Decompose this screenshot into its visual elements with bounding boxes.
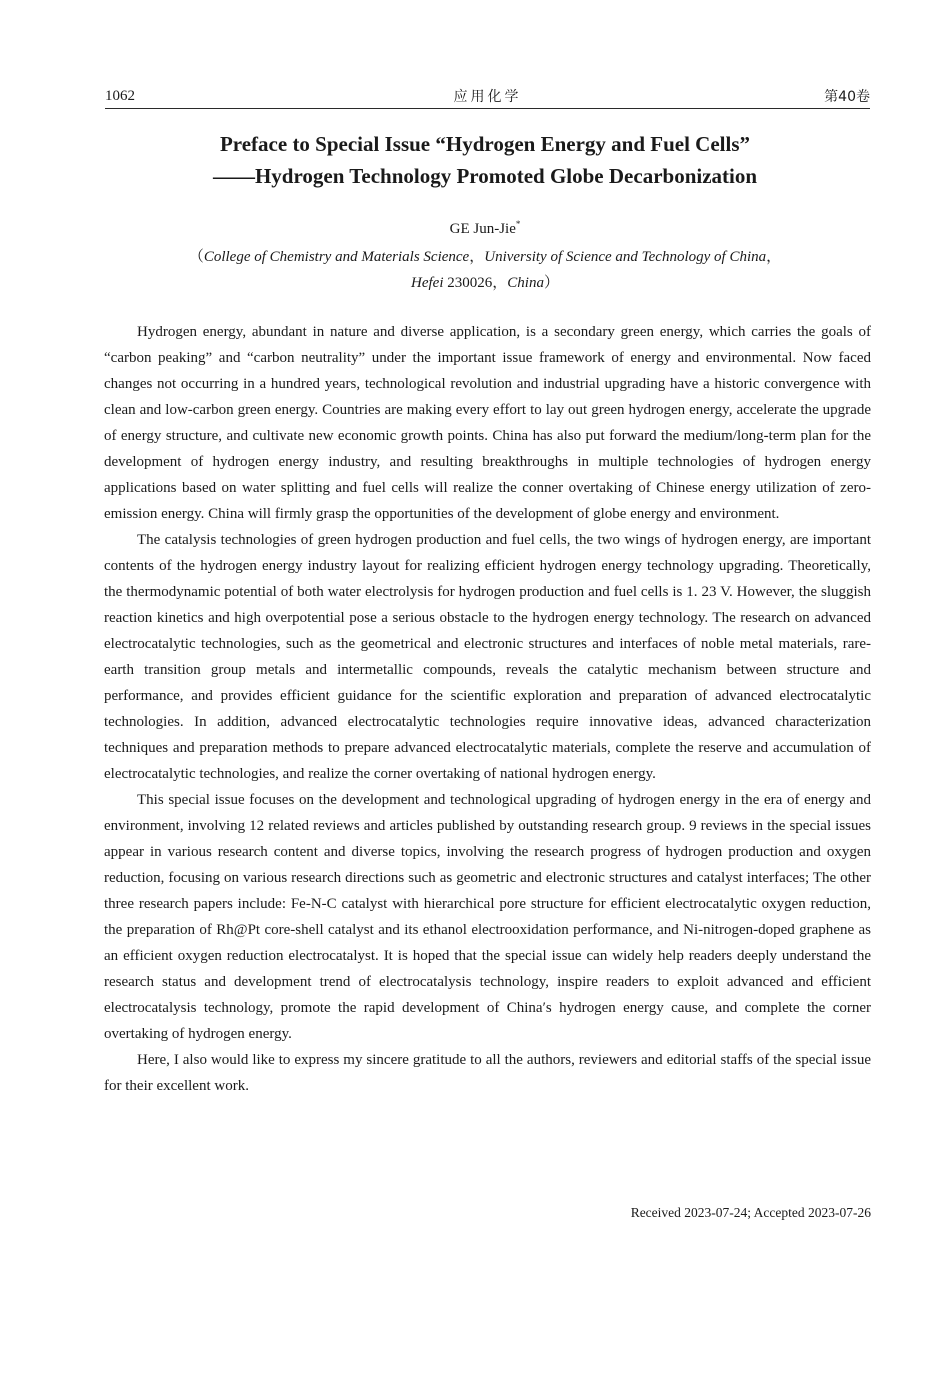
affiliation-university: University of Science and Technology of China [484, 249, 767, 265]
author-line [100, 219, 870, 238]
affiliation-close-paren: ） [543, 275, 559, 291]
affiliation-separator: ， [469, 249, 485, 265]
body-paragraph: Here, I also would like to express my sincere gratitude to all the authors, reviewers and editorial staffs of the special issue for their excellent work. [104, 1052, 871, 1094]
journal-name: 应用化学 [453, 89, 522, 105]
received-accepted-dates: Received 2023-07-24; Accepted 2023-07-26 [630, 1205, 871, 1220]
article-body [104, 319, 871, 1099]
title-line-2: ——Hydrogen Technology Promoted Globe Decarbonization [212, 164, 758, 188]
body-paragraph: Hydrogen energy, abundant in nature and diverse application, is a secondary green energy, which carries the goals of “carbon peaking” and “carbon neutrality” under the important issue framework of energy and environmental. Now faced changes not occurring in a hundred years, technological revolution and industrial upgrading have a historic convergence with clean and low-carbon green energy. Countries are making every effort to lay out green hydrogen energy, accelerate the upgrade of energy structure, and cultivate new economic growth points. China has also put forward the medium/long-term plan for the development of hydrogen energy industry, and resulting breakthroughs in multiple technologies of hydrogen energy applications based on water splitting and fuel cells will realize the conner overtaking of Chinese energy utilization of zero-emission energy. China will firmly grasp the opportunities of the development of globe energy and environment. [104, 324, 871, 522]
page-number: 1062 [105, 88, 135, 104]
affiliation-postcode: 230026， [443, 275, 508, 291]
affiliation-college: College of Chemistry and Materials Science [203, 249, 470, 265]
article-title [100, 128, 870, 192]
affiliation-country: China [507, 275, 544, 291]
volume-label: 第40卷 [824, 89, 870, 105]
author-name: GE Jun-Jie [449, 221, 516, 237]
affiliation-line-1 [100, 244, 870, 270]
body-paragraph: This special issue focuses on the development and technological upgrading of hydrogen energy in the era of energy and environment, involving 12 related reviews and articles published by outstanding research group. 9 reviews in the special issues appear in various research content and diverse topics, involving the research progress of hydrogen production and oxygen reduction, focusing on various research directions such as geometric and electronic structures and catalyst interfaces; The other three research papers include: Fe-N-C catalyst with hierarchical pore structure for efficient electrocatalytic oxygen reduction, the preparation of Rh@Pt core-shell catalyst and its ethanol electrooxidation performance, and Ni-nitrogen-doped graphene as an efficient oxygen reduction electrocatalyst. It is hoped that the special issue can widely help readers deeply understand the research status and development trend of electrocatalysis technology, inspire readers to exploit advanced and efficient electrocatalysis technology, promote the rapid development of China′s hydrogen energy cause, and complete the corner overtaking of hydrogen energy. [104, 792, 871, 1042]
author-affiliation [100, 244, 870, 296]
affiliation-line-2 [100, 270, 870, 296]
affiliation-separator: ， [766, 249, 782, 265]
author-footnote-mark: * [515, 219, 521, 229]
title-line-1: Preface to Special Issue “Hydrogen Energy and Fuel Cells” [219, 132, 751, 156]
affiliation-city: Hefei [411, 275, 444, 291]
affiliation-open-paren: （ [188, 249, 204, 265]
running-header [105, 86, 870, 109]
body-paragraph: The catalysis technologies of green hydrogen production and fuel cells, the two wings of hydrogen energy, are important contents of the hydrogen energy industry layout for realizing efficient hydrogen energy technology upgrading. Theoretically, the thermodynamic potential of both water electrolysis for hydrogen production and fuel cells is 1. 23 V. However, the sluggish reaction kinetics and high overpotential pose a serious obstacle to the hydrogen energy technology. The research on advanced electrocatalytic technologies, such as the geometrical and electronic structures and interfaces of noble metal materials, rare-earth transition group metals and intermetallic compounds, reveals the catalytic mechanism between structure and performance, and provides efficient guidance for the scientific exploration and preparation of advanced electrocatalytic technologies. In addition, advanced electrocatalytic technologies require innovative ideas, advanced characterization techniques and preparation methods to prepare advanced electrocatalytic materials, complete the reserve and accumulation of electrocatalytic technologies, and realize the corner overtaking of national hydrogen energy. [104, 532, 871, 782]
